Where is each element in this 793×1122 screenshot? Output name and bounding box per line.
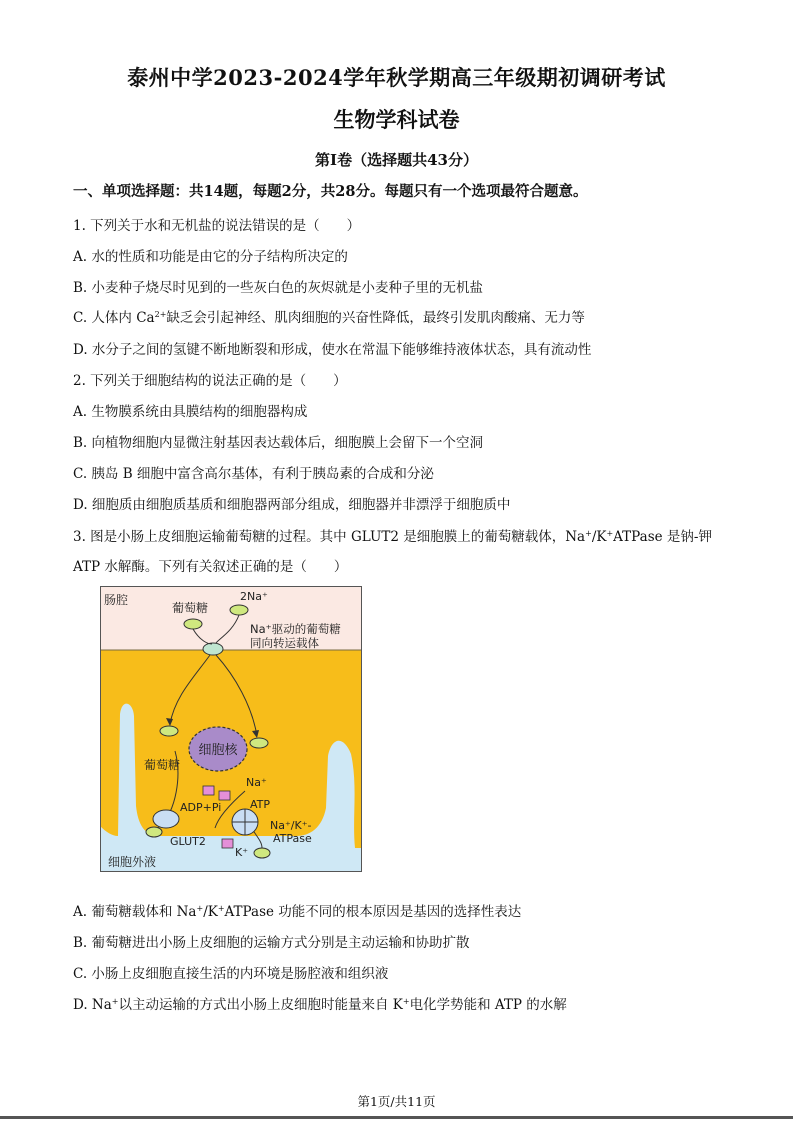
q2-option-d: D. 细胞质由细胞质基质和细胞器两部分组成，细胞器并非漂浮于细胞质中 — [73, 497, 511, 513]
q2-option-a: A. 生物膜系统由具膜结构的细胞器构成 — [73, 404, 308, 420]
glucose-molecule — [230, 605, 248, 615]
k-ion — [222, 839, 233, 848]
q3-option-c: C. 小肠上皮细胞直接生活的内环境是肠腔液和组织液 — [73, 966, 389, 982]
glucose-molecule — [160, 726, 178, 736]
subject-title: 生物学科试卷 — [333, 107, 460, 132]
pump-label-2: ATPase — [273, 832, 312, 845]
q2-option-c: C. 胰岛 B 细胞中富含高尔基体，有利于胰岛素的合成和分泌 — [73, 466, 434, 482]
cotransporter-label-2: 同向转运载体 — [250, 636, 319, 650]
q1-option-d: D. 水分子之间的氢键不断地断裂和形成，使水在常温下能够维持液体状态，具有流动性 — [73, 342, 592, 358]
cotransporter — [203, 643, 223, 655]
glut2-transporter — [153, 810, 179, 828]
glucose-transport-figure — [100, 586, 362, 872]
glut2-label: GLUT2 — [170, 835, 206, 848]
q1-option-b: B. 小麦种子烧尽时见到的一些灰白色的灰烬就是小麦种子里的无机盐 — [73, 280, 484, 296]
q1-option-a: A. 水的性质和功能是由它的分子结构所决定的 — [73, 249, 348, 265]
glucose-top-label: 葡萄糖 — [172, 601, 209, 615]
lumen-label: 肠腔 — [104, 593, 129, 607]
k-label: K⁺ — [235, 846, 249, 859]
glucose-molecule — [254, 848, 270, 858]
q3-option-b: B. 葡萄糖进出小肠上皮细胞的运输方式分别是主动运输和协助扩散 — [73, 935, 470, 951]
q3-option-a: A. 葡萄糖载体和 Na+/K+ATPase 功能不同的根本原因是基因的选择性表达 — [73, 904, 522, 920]
q2-option-b: B. 向植物细胞内显微注射基因表达载体后，细胞膜上会留下一个空洞 — [73, 435, 484, 451]
na-ion — [203, 786, 214, 795]
nucleus-label: 细胞核 — [198, 743, 238, 758]
na-top-label: 2Na⁺ — [240, 590, 268, 603]
glucose-molecule — [184, 619, 202, 629]
adp-label: ADP+Pi — [180, 801, 222, 814]
q3-stem-line2: ATP 水解酶。下列有关叙述正确的是（ ） — [73, 559, 348, 575]
pump-label-1: Na⁺/K⁺- — [270, 819, 312, 832]
glucose-molecule — [250, 738, 268, 748]
bottom-rule — [0, 1116, 793, 1119]
cotransporter-label-1: Na⁺驱动的葡萄糖 — [250, 622, 341, 636]
exam-title: 泰州中学2023-2024学年秋学期高三年级期初调研考试 — [127, 65, 666, 90]
part-title: 第Ⅰ卷（选择题共43分） — [315, 151, 478, 169]
section-heading: 一、单项选择题：共14题，每题2分，共28分。每题只有一个选项最符合题意。 — [73, 183, 588, 200]
q2-stem: 2. 下列关于细胞结构的说法正确的是（ ） — [73, 373, 347, 389]
q3-option-d: D. Na+以主动运输的方式出小肠上皮细胞时能量来自 K+电化学势能和 ATP 的水解 — [73, 997, 567, 1013]
lumen-region — [100, 586, 362, 650]
q1-stem: 1. 下列关于水和无机盐的说法错误的是（ ） — [73, 218, 361, 234]
glucose-cell-label: 葡萄糖 — [144, 758, 181, 772]
q3-stem-line1: 3. 图是小肠上皮细胞运输葡萄糖的过程。其中 GLUT2 是细胞膜上的葡萄糖载体，Na+/K+ATPase 是钠-钾 — [73, 529, 712, 545]
glucose-molecule — [146, 827, 162, 837]
na-mid-label: Na⁺ — [246, 776, 267, 789]
extracellular-label: 细胞外液 — [108, 855, 157, 869]
q1-option-c: C. 人体内 $Ca^{2+}$缺乏会引起神经、肌肉细胞的兴奋性降低，最终引发肌肉酸痛、无力等 — [73, 310, 585, 326]
page-footer: 第1页/共11页 — [357, 1094, 436, 1109]
atp-label: ATP — [250, 798, 271, 811]
na-ion — [219, 791, 230, 800]
